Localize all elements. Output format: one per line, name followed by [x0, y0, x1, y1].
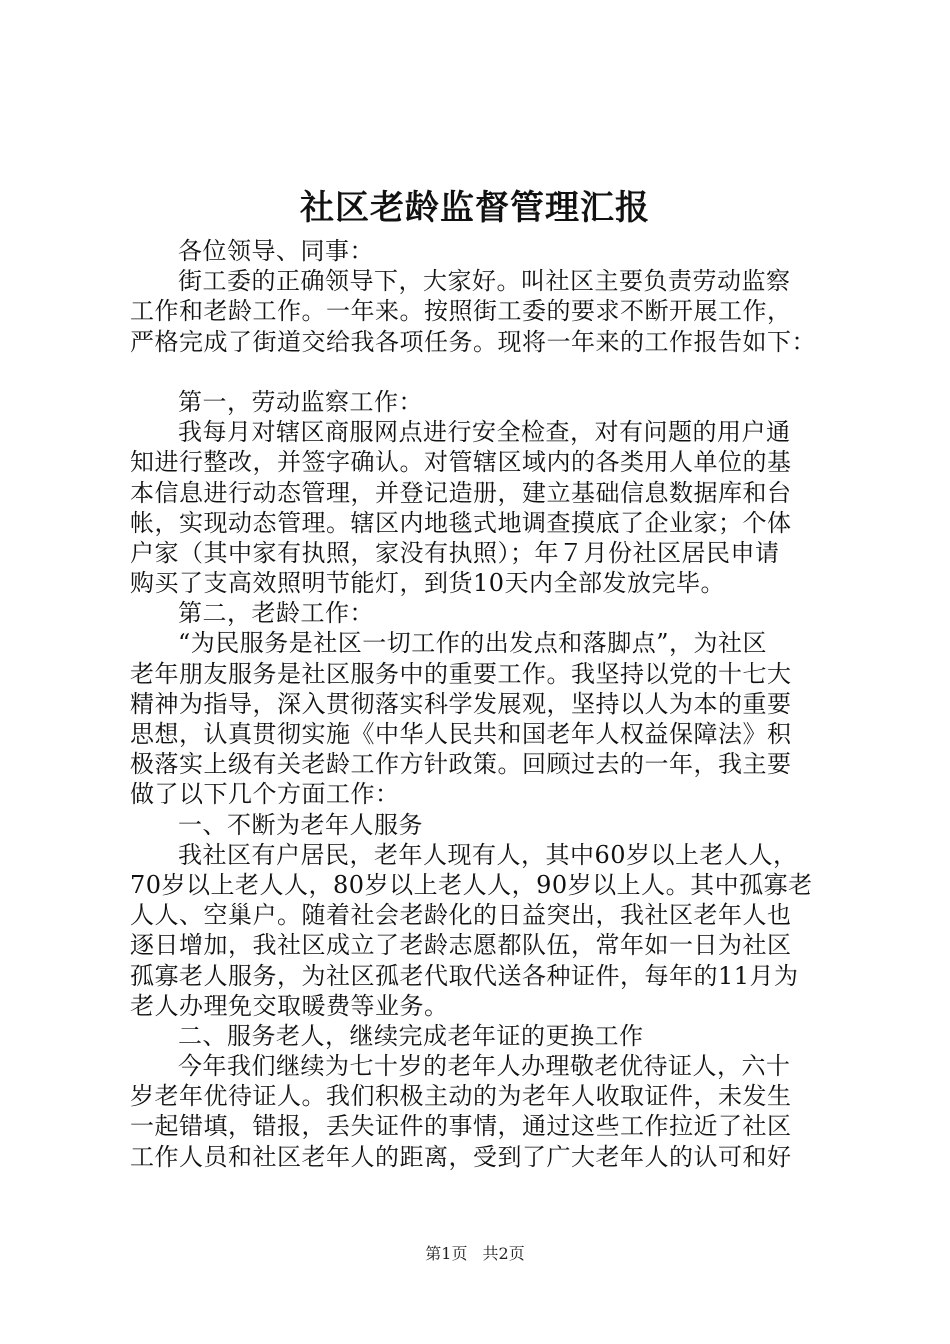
page-footer — [0, 1244, 950, 1264]
text-line: 人人、空巢户。随着社会老龄化的日益突出，我社区老年人也 — [130, 901, 792, 930]
text-line: 街工委的正确领导下，大家好。叫社区主要负责劳动监察 — [178, 267, 791, 296]
text-line: 70岁以上老人人，80岁以上老人人，90岁以上人。其中孤寡老 — [130, 870, 813, 899]
text-line: 本信息进行动态管理，并登记造册，建立基础信息数据库和台 — [130, 478, 792, 507]
text-line: 极落实上级有关老龄工作方针政策。回顾过去的一年，我主要 — [130, 750, 792, 779]
blank-line — [130, 357, 832, 387]
text-line: 帐，实现动态管理。辖区内地毯式地调查摸底了企业家；个体 — [130, 508, 792, 537]
text-line: 一起错填，错报，丢失证件的事情，通过这些工作拉近了社区 — [130, 1112, 792, 1141]
document-body — [130, 236, 832, 1172]
text-line: 严格完成了街道交给我各项任务。现将一年来的工作报告如下： — [130, 327, 816, 356]
text-line: 购买了支高效照明节能灯，到货10天内全部发放完毕。 — [130, 569, 726, 598]
text-line: 我每月对辖区商服网点进行安全检查，对有问题的用户通 — [178, 418, 791, 447]
document-title: 社区老龄监督管理汇报 — [300, 188, 650, 228]
text-line: 岁老年优待证人。我们积极主动的为老年人收取证件，未发生 — [130, 1082, 792, 1111]
text-line: 我社区有户居民，老年人现有人，其中60岁以上老人人， — [178, 840, 798, 869]
text-line: 各位领导、同事： — [178, 237, 374, 265]
text-line: 逐日增加，我社区成立了老龄志愿都队伍，常年如一日为社区 — [130, 931, 792, 960]
text-line: 做了以下几个方面工作： — [130, 780, 400, 809]
text-line: 孤寡老人服务，为社区孤老代取代送各种证件，每年的11月为 — [130, 961, 799, 990]
text-line: 一、不断为老年人服务 — [178, 810, 423, 839]
text-line: 知进行整改，并签字确认。对管辖区域内的各类用人单位的基 — [130, 448, 792, 477]
text-line: 第一，劳动监察工作： — [178, 387, 423, 416]
page-number: 第1页 — [425, 1244, 468, 1263]
text-line: 第二，老龄工作： — [178, 599, 374, 628]
text-line: 户家（其中家有执照，家没有执照）；年７月份社区居民申请 — [130, 538, 780, 567]
text-line: 二、服务老人，继续完成老年证的更换工作 — [178, 1021, 644, 1050]
text-line: 今年我们继续为七十岁的老年人办理敬老优待证人，六十 — [178, 1052, 791, 1081]
text-line: 工作人员和社区老年人的距离，受到了广大老年人的认可和好 — [130, 1142, 792, 1171]
text-line: 老人办理免交取暖费等业务。 — [130, 991, 449, 1020]
page-total: 共2页 — [482, 1244, 525, 1263]
text-line: 老年朋友服务是社区服务中的重要工作。我坚持以党的十七大 — [130, 659, 792, 688]
text-line: 工作和老龄工作。一年来。按照街工委的要求不断开展工作， — [130, 297, 792, 326]
text-line: 思想，认真贯彻实施《中华人民共和国老年人权益保障法》积 — [130, 720, 792, 748]
text-line: “为民服务是社区一切工作的出发点和落脚点”，为社区 — [178, 629, 768, 658]
text-line: 精神为指导，深入贯彻落实科学发展观，坚持以人为本的重要 — [130, 689, 792, 718]
